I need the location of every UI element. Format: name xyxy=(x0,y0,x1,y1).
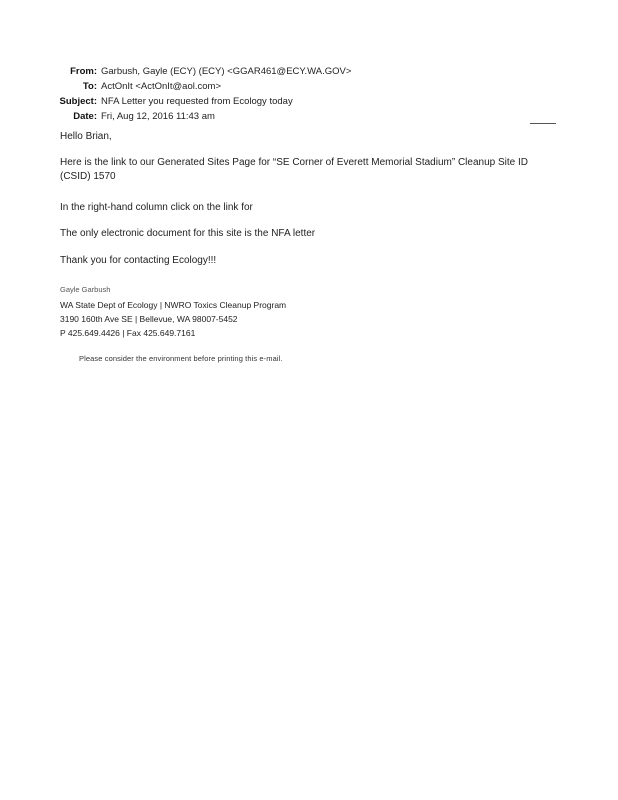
signature-block xyxy=(60,284,286,340)
separator-line xyxy=(530,123,556,124)
email-header xyxy=(40,64,351,124)
subject-label: Subject: xyxy=(59,96,97,107)
from-row xyxy=(40,64,351,79)
paragraph-instructions: In the right-hand column click on the link for xyxy=(60,202,253,213)
paragraph-thanks: Thank you for contacting Ecology!!! xyxy=(60,255,217,266)
to-value: ActOnIt <ActOnIt@aol.com> xyxy=(101,81,221,92)
signature-address: 3190 160th Ave SE | Bellevue, WA 98007-5452 xyxy=(60,314,238,324)
from-label: From: xyxy=(70,66,97,77)
subject-row xyxy=(40,94,351,109)
subject-value: NFA Letter you requested from Ecology today xyxy=(101,96,293,107)
to-row xyxy=(40,79,351,94)
signature-name: Gayle Garbush xyxy=(60,285,111,294)
date-value: Fri, Aug 12, 2016 11:43 am xyxy=(101,111,215,122)
signature-org: WA State Dept of Ecology | NWRO Toxics Cleanup Program xyxy=(60,300,287,310)
to-label: To: xyxy=(82,81,97,92)
paragraph-link-info: Here is the link to our Generated Sites Page for “SE Corner of Everett Memorial Stadium” Cleanup Site ID (CSID) 1570 xyxy=(60,157,528,182)
date-row xyxy=(40,109,351,124)
greeting: Hello Brian, xyxy=(60,131,112,142)
from-value: Garbush, Gayle (ECY) (ECY) <GGAR461@ECY.WA.GOV> xyxy=(101,66,352,77)
signature-phone: P 425.649.4426 | Fax 425.649.7161 xyxy=(60,328,196,338)
date-label: Date: xyxy=(73,111,97,122)
paragraph-document-note: The only electronic document for this site is the NFA letter xyxy=(60,228,316,239)
environment-note: Please consider the environment before printing this e-mail. xyxy=(79,354,283,363)
